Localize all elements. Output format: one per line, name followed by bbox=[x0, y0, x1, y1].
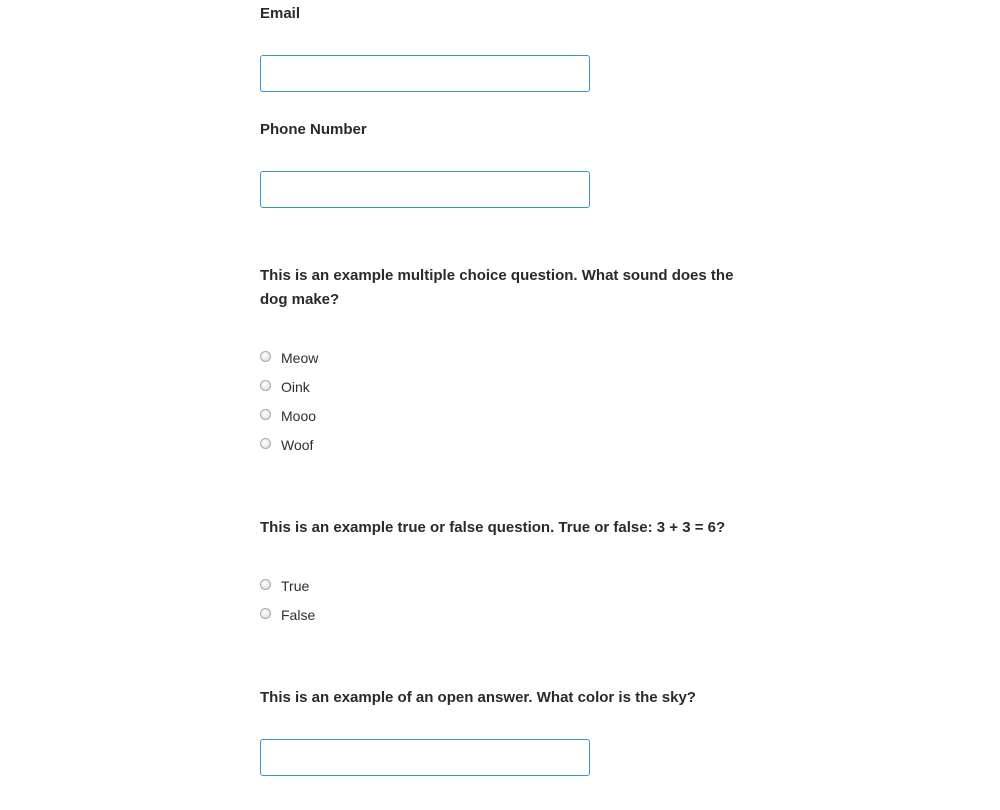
option-meow[interactable] bbox=[260, 348, 318, 368]
email-label: Email bbox=[260, 5, 301, 22]
option-true[interactable] bbox=[260, 576, 309, 596]
email-input[interactable] bbox=[260, 55, 590, 92]
radio-button[interactable] bbox=[260, 380, 271, 391]
radio-button[interactable] bbox=[260, 351, 271, 362]
option-label: False bbox=[281, 607, 316, 623]
option-label: Mooo bbox=[281, 408, 317, 424]
option-false[interactable] bbox=[260, 605, 315, 625]
option-label: Meow bbox=[281, 350, 319, 366]
option-label: True bbox=[281, 578, 310, 594]
radio-button[interactable] bbox=[260, 608, 271, 619]
option-mooo[interactable] bbox=[260, 406, 316, 426]
radio-button[interactable] bbox=[260, 579, 271, 590]
option-label: Woof bbox=[281, 437, 314, 453]
phone-number-label: Phone Number bbox=[260, 121, 367, 138]
multiple-choice-question: This is an example multiple choice question. What sound does the dog make? bbox=[260, 267, 734, 308]
true-false-question: This is an example true or false question. True or false: 3 + 3 = 6? bbox=[260, 519, 726, 536]
radio-button[interactable] bbox=[260, 409, 271, 420]
radio-button[interactable] bbox=[260, 438, 271, 449]
option-oink[interactable] bbox=[260, 377, 310, 397]
phone-number-input[interactable] bbox=[260, 171, 590, 208]
open-answer-input[interactable] bbox=[260, 739, 590, 776]
option-label: Oink bbox=[281, 379, 310, 395]
open-answer-question: This is an example of an open answer. What color is the sky? bbox=[260, 689, 696, 706]
option-woof[interactable] bbox=[260, 435, 313, 455]
